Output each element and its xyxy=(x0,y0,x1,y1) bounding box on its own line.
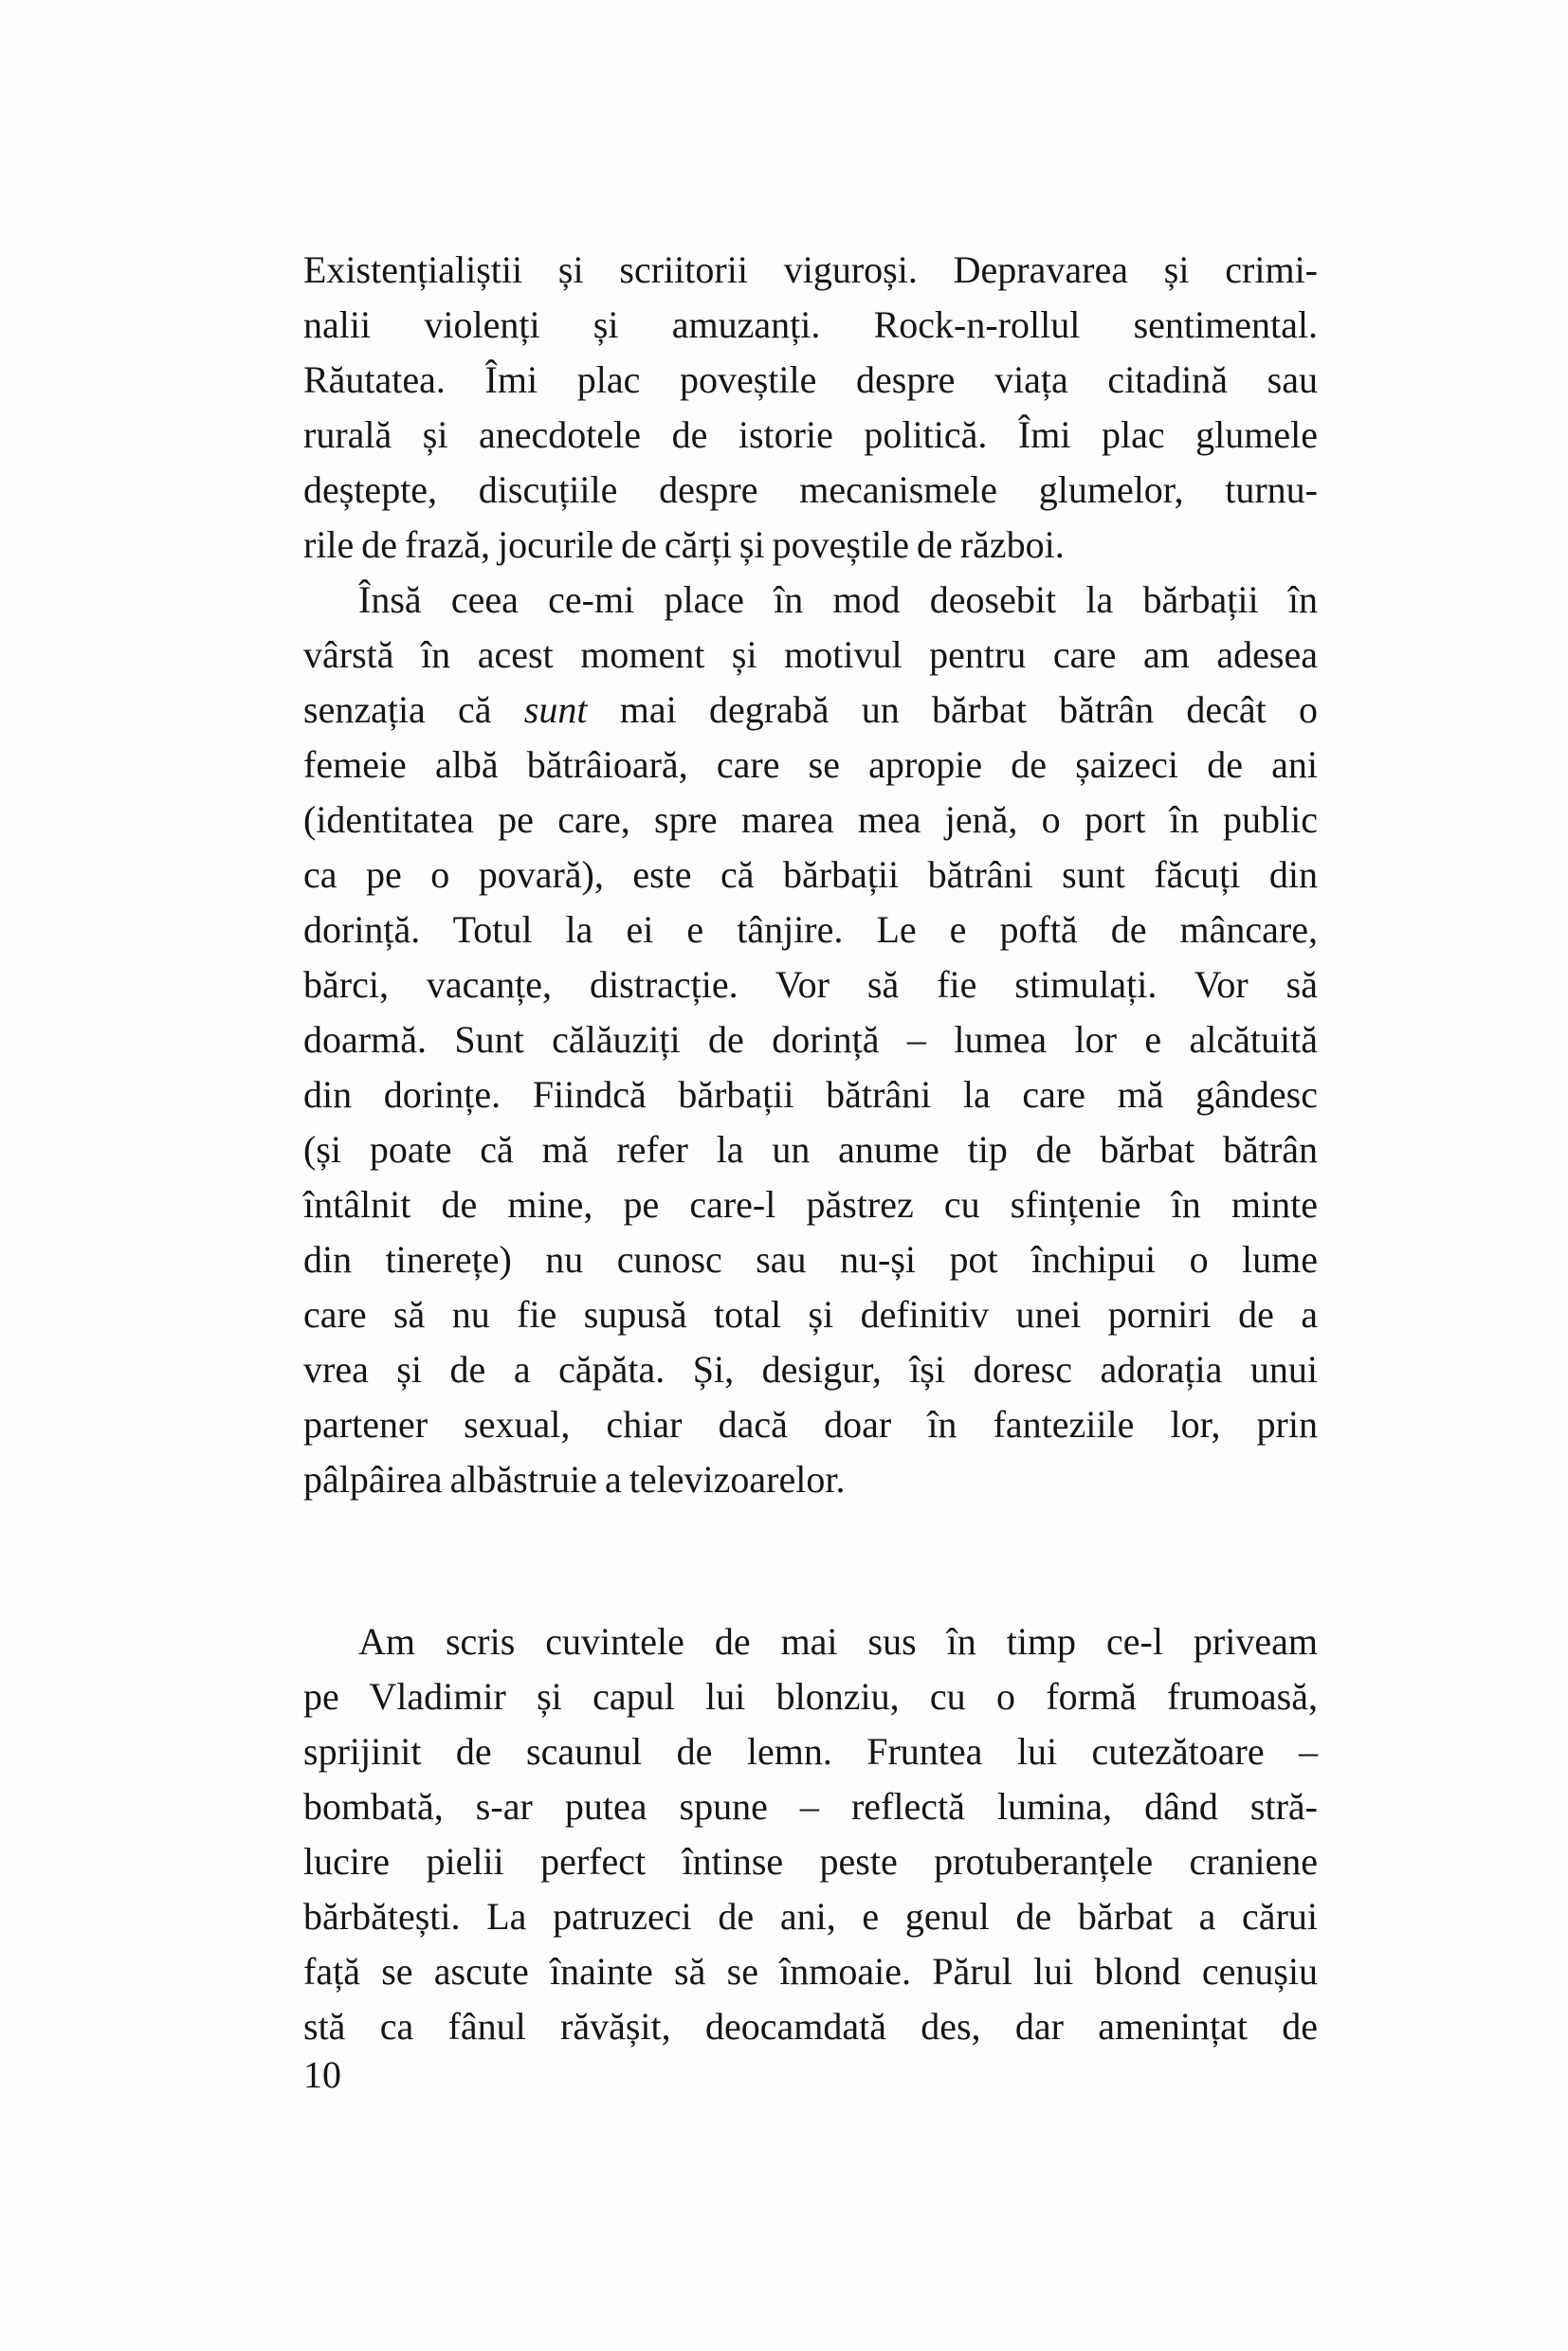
text-line xyxy=(303,518,1318,573)
text-line xyxy=(303,1669,1318,1724)
text-line xyxy=(303,1232,1318,1287)
text-segment: pâlpâirea albăstruie a televizoarelor. xyxy=(303,1458,846,1501)
text-segment: ca pe o povară), este că bărbații bătrâni sunt făcuți din xyxy=(303,853,1318,896)
text-line xyxy=(303,1779,1318,1834)
text-line xyxy=(303,408,1318,463)
text-line xyxy=(303,1614,1318,1669)
paragraph xyxy=(303,573,1318,1507)
text-segment: care să nu fie supusă total și definitiv unei porniri de a xyxy=(303,1293,1318,1336)
text-segment: Am scris cuvintele de mai sus în timp ce-l priveam xyxy=(358,1620,1318,1663)
page-number: 10 xyxy=(303,2053,341,2096)
text-line xyxy=(303,957,1318,1012)
text-segment: vârstă în acest moment și motivul pentru care am adesea xyxy=(303,633,1318,676)
text-segment: stă ca fânul răvășit, deocamdată des, dar amenințat de xyxy=(303,2005,1318,2048)
text-line xyxy=(303,1012,1318,1067)
text-segment: rurală și anecdotele de istorie politică. Îmi plac glumele xyxy=(303,413,1318,456)
text-segment: rile de frază, jocurile de cărți și poveștile de război. xyxy=(303,523,1065,566)
text-line xyxy=(303,1287,1318,1342)
text-line xyxy=(303,1834,1318,1889)
text-segment: bombată, s-ar putea spune – reflectă lumina, dând stră- xyxy=(303,1785,1318,1828)
text-segment: nalii violenți și amuzanți. Rock-n-rollul sentimental. xyxy=(303,303,1318,346)
text-segment: doarmă. Sunt călăuziți de dorință – lumea lor e alcătuită xyxy=(303,1018,1318,1061)
text-line xyxy=(303,1067,1318,1122)
text-line xyxy=(303,1724,1318,1779)
text-segment: femeie albă bătrâioară, care se apropie de șaizeci de ani xyxy=(303,743,1318,786)
text-line xyxy=(303,1944,1318,1999)
italic-text-segment: sunt xyxy=(523,688,588,731)
text-segment: din dorințe. Fiindcă bărbații bătrâni la care mă gândesc xyxy=(303,1073,1318,1116)
text-segment: Existențialiștii și scriitorii viguroși. Depravarea și crimi- xyxy=(303,248,1318,291)
text-segment: Răutatea. Îmi plac poveștile despre viața citadină sau xyxy=(303,358,1318,401)
text-line xyxy=(303,463,1318,518)
text-segment: mai degrabă un bărbat bătrân decât o xyxy=(587,688,1318,731)
text-segment: vrea și de a căpăta. Și, desigur, își doresc adorația unui xyxy=(303,1348,1318,1391)
text-line xyxy=(303,793,1318,847)
text-line xyxy=(303,243,1318,298)
text-line xyxy=(303,1342,1318,1397)
text-line xyxy=(303,628,1318,683)
text-segment: dorință. Totul la ei e tânjire. Le e poftă de mâncare, xyxy=(303,908,1318,951)
text-line xyxy=(303,353,1318,408)
text-segment: (și poate că mă refer la un anume tip de bărbat bătrân xyxy=(303,1128,1318,1171)
text-segment: bărci, vacanțe, distracție. Vor să fie stimulați. Vor să xyxy=(303,963,1318,1006)
text-segment: față se ascute înainte să se înmoaie. Părul lui blond cenușiu xyxy=(303,1950,1318,1993)
text-line xyxy=(303,573,1318,628)
text-segment: din tinerețe) nu cunosc sau nu-și pot închipui o lume xyxy=(303,1238,1318,1281)
text-line xyxy=(303,847,1318,902)
text-segment: întâlnit de mine, pe care-l păstrez cu sfințenie în minte xyxy=(303,1183,1318,1226)
text-segment: Însă ceea ce-mi place în mod deosebit la bărbații în xyxy=(358,578,1318,621)
paragraph xyxy=(303,1614,1318,2054)
paragraph xyxy=(303,243,1318,573)
text-block xyxy=(303,243,1318,2054)
text-line xyxy=(303,1177,1318,1232)
text-line xyxy=(303,1999,1318,2054)
text-line xyxy=(303,1122,1318,1177)
text-segment: sprijinit de scaunul de lemn. Fruntea lui cutezătoare – xyxy=(303,1730,1318,1773)
text-line xyxy=(303,1397,1318,1452)
text-line xyxy=(303,298,1318,353)
text-segment: pe Vladimir și capul lui blonziu, cu o formă frumoasă, xyxy=(303,1675,1318,1718)
text-line xyxy=(303,1889,1318,1944)
text-line xyxy=(303,1452,1318,1507)
text-line xyxy=(303,738,1318,793)
text-segment: senzația că xyxy=(303,688,524,731)
text-segment: (identitatea pe care, spre marea mea jenă, o port în public xyxy=(303,798,1318,841)
text-line xyxy=(303,902,1318,957)
text-line xyxy=(303,683,1318,738)
text-segment: lucire pielii perfect întinse peste protuberanțele craniene xyxy=(303,1840,1318,1883)
text-segment: partener sexual, chiar dacă doar în fanteziile lor, prin xyxy=(303,1403,1318,1446)
text-segment: bărbătești. La patruzeci de ani, e genul de bărbat a cărui xyxy=(303,1895,1318,1938)
text-segment: deștepte, discuțiile despre mecanismele glumelor, turnu- xyxy=(303,468,1318,511)
